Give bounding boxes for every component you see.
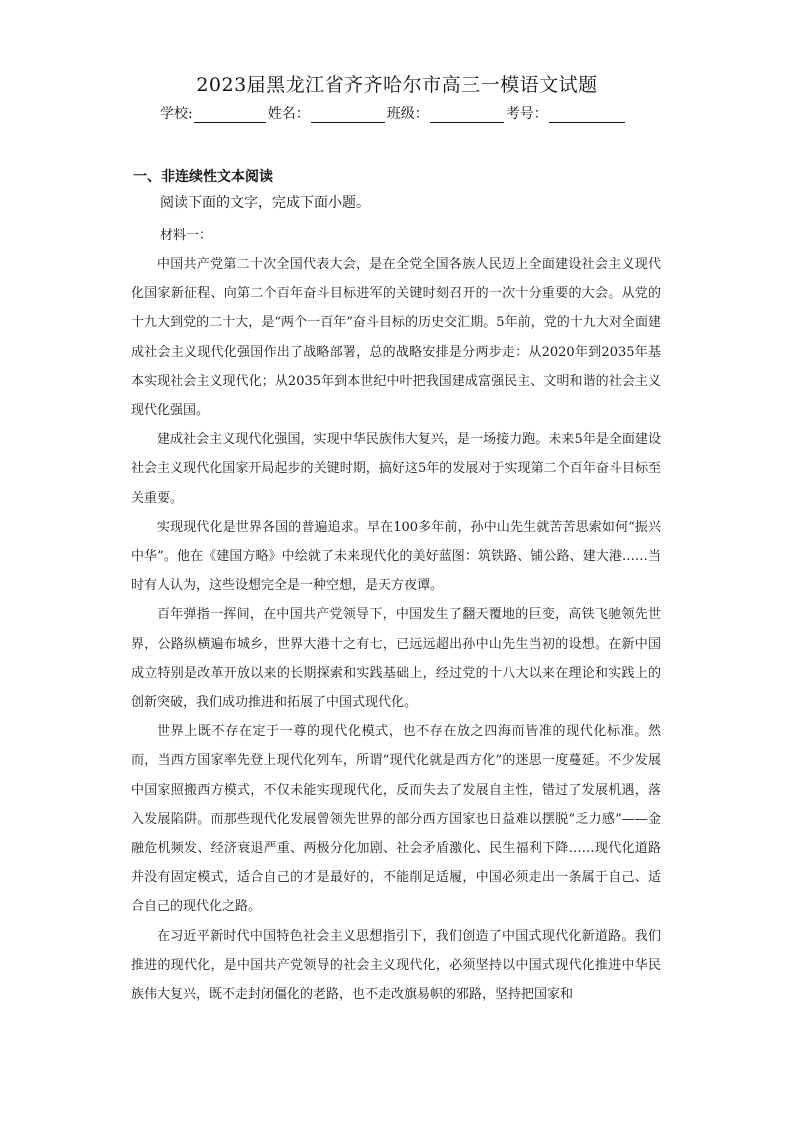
- article-paragraph: 在习近平新时代中国特色社会主义思想指引下，我们创造了中国式现代化新道路。我们推进的现代化，是中国共产党领导的社会主义现代化，必须坚持以中国式现代化推进中华民族伟大复兴，既不走封闭僵化的老路，也不走改旗易帜的邪路，坚持把国家和: [131, 928, 661, 1003]
- exam-no-label: 考号：: [505, 106, 548, 122]
- reading-instruction: 阅读下面的文字，完成下面小题。: [160, 195, 370, 211]
- article-paragraph: 百年弹指一挥间，在中国共产党领导下，中国发生了翻天覆地的巨变，高铁飞驰领先世界，公路纵横遍布城乡，世界大港十之有七，已远远超出孙中山先生当初的设想。在新中国成立特别是改革开放以来的长期探索和实践基础上，经过党的十八大以来在理论和实践上的创新突破，我们成功推进和拓展了中国式现代化。: [131, 607, 661, 711]
- article-paragraph: 中国共产党第二十次全国代表大会，是在全党全国各族人民迈上全面建设社会主义现代化国家新征程、向第二个百年奋斗目标进军的关键时刻召开的一次十分重要的大会。从党的十九大到党的二十大，是“两个一百年”奋斗目标的历史交汇期。5年前，党的十九大对全面建成社会主义现代化强国作出了战略部署，总的战略安排是分两步走：从2020年到2035年基本实现社会主义现代化；从2035年到本世纪中叶把我国建成富强民主、文明和谐的社会主义现代化强国。: [131, 257, 661, 419]
- article-body: [131, 250, 661, 1009]
- article-paragraph: 世界上既不存在定于一尊的现代化模式，也不存在放之四海而皆准的现代化标准。然而，当西方国家率先登上现代化列车，所谓“现代化就是西方化”的迷思一度蔓延。不少发展中国家照搬西方模式，不仅未能实现现代化，反而失去了发展自主性，错过了发展机遇，落入发展陷阱。而那些现代化发展曾领先世界的部分西方国家也日益难以摆脱“乏力感”——金融危机频发、经济衰退严重、两极分化加剧、社会矛盾激化、民生福利下降……现代化道路并没有固定模式，适合自己的才是最好的，不能削足适履，中国必须走出一条属于自己、适合自己的现代化之路。: [131, 724, 661, 915]
- class-label: 班级：: [386, 106, 429, 122]
- name-blank: [311, 108, 385, 123]
- material-label: 材料一：: [160, 228, 213, 243]
- class-blank: [430, 108, 504, 123]
- student-info-row: [160, 103, 627, 123]
- article-paragraph: 建成社会主义现代化强国，实现中华民族伟大复兴，是一场接力跑。未来5年是全面建设社会主义现代化国家开局起步的关键时期，搞好这5年的发展对于实现第二个百年奋斗目标至关重要。: [131, 432, 661, 506]
- exam-no-blank: [549, 108, 625, 123]
- name-label: 姓名：: [267, 106, 310, 122]
- page-title: 2023届黑龙江省齐齐哈尔市高三一模语文试题: [196, 74, 598, 96]
- section-heading: 一、非连续性文本阅读: [133, 169, 273, 185]
- school-label: 学校:: [160, 106, 193, 122]
- school-blank: [194, 108, 266, 123]
- article-paragraph: 实现现代化是世界各国的普遍追求。早在100多年前，孙中山先生就苦苦思索如何“振兴中华”。他在《建国方略》中绘就了未来现代化的美好蓝图：筑铁路、铺公路、建大港……当时有人认为，这些设想完全是一种空想，是天方夜谭。: [131, 519, 661, 594]
